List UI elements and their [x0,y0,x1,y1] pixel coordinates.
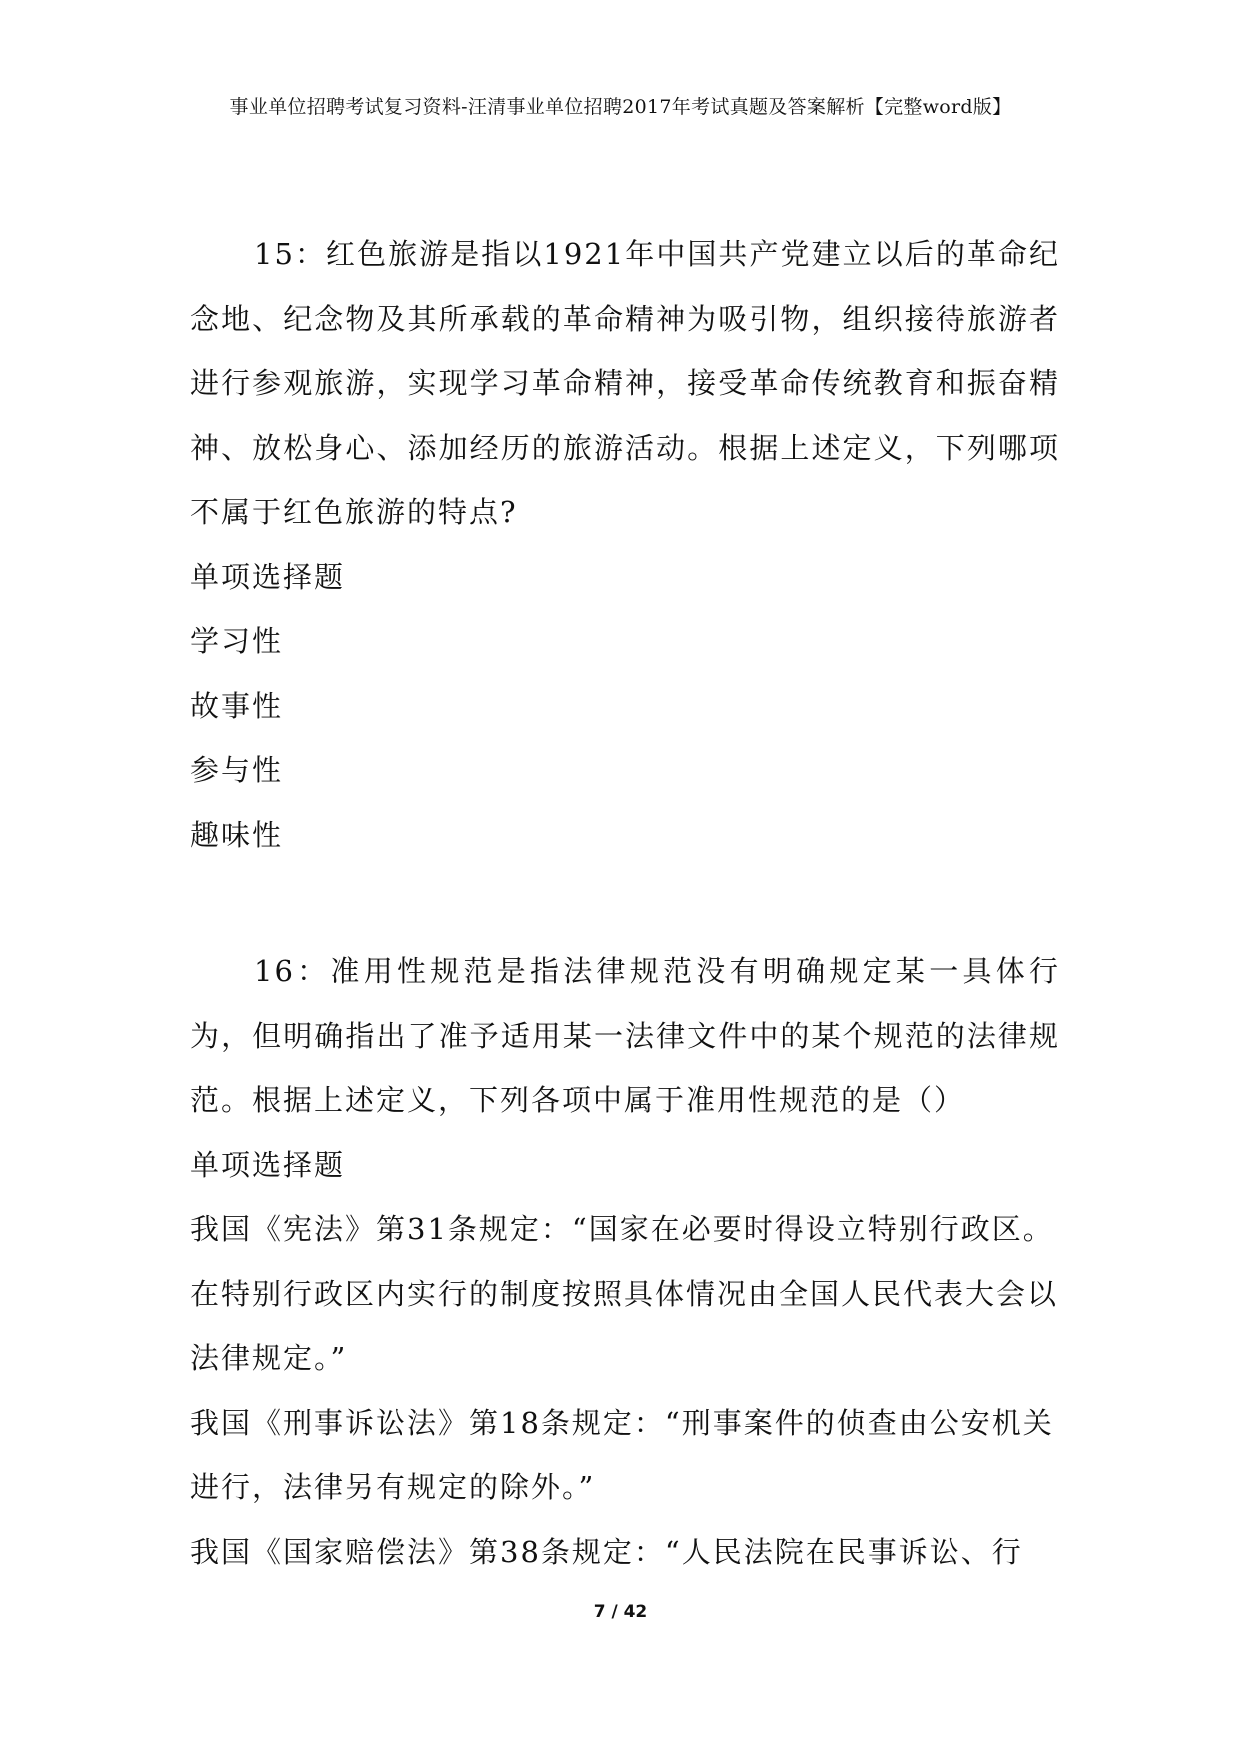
option-item[interactable]: 我国《国家赔偿法》第38条规定：“人民法院在民事诉讼、行 [190,1534,1023,1569]
page-number: 7 / 42 [593,1602,648,1622]
page-content [190,222,1060,1584]
question-type: 单项选择题 [190,1147,346,1182]
option-item[interactable]: 学习性 [190,624,284,658]
question-16 [190,939,1060,1584]
question-type: 单项选择题 [190,559,346,594]
option-item[interactable]: 趣味性 [190,817,284,852]
option-item[interactable]: 故事性 [190,688,284,723]
option-item[interactable]: 我国《刑事诉讼法》第18条规定：“刑事案件的侦查由公安机关进行，法律另有规定的除外。” [190,1405,1054,1504]
question-15 [190,222,1060,867]
option-item[interactable]: 我国《宪法》第31条规定：“国家在必要时得设立特别行政区。在特别行政区内实行的制度按照具体情况由全国人民代表大会以法律规定。” [190,1212,1059,1375]
option-item[interactable]: 参与性 [190,753,284,787]
question-stem: 16：准用性规范是指法律规范没有明确规定某一具体行为，但明确指出了准予适用某一法律文件中的某个规范的法律规范。根据上述定义，下列各项中属于准用性规范的是（） [190,954,1060,1117]
question-gap [190,867,1060,939]
page-header: 事业单位招聘考试复习资料-汪清事业单位招聘2017年考试真题及答案解析【完整word版】 [229,96,1012,118]
question-stem: 15：红色旅游是指以1921年中国共产党建立以后的革命纪念地、纪念物及其所承载的革命精神为吸引物，组织接待旅游者进行参观旅游，实现学习革命精神，接受革命传统教育和振奋精神、放松身心、添加经历的旅游活动。根据上述定义，下列哪项不属于红色旅游的特点? [190,237,1060,529]
